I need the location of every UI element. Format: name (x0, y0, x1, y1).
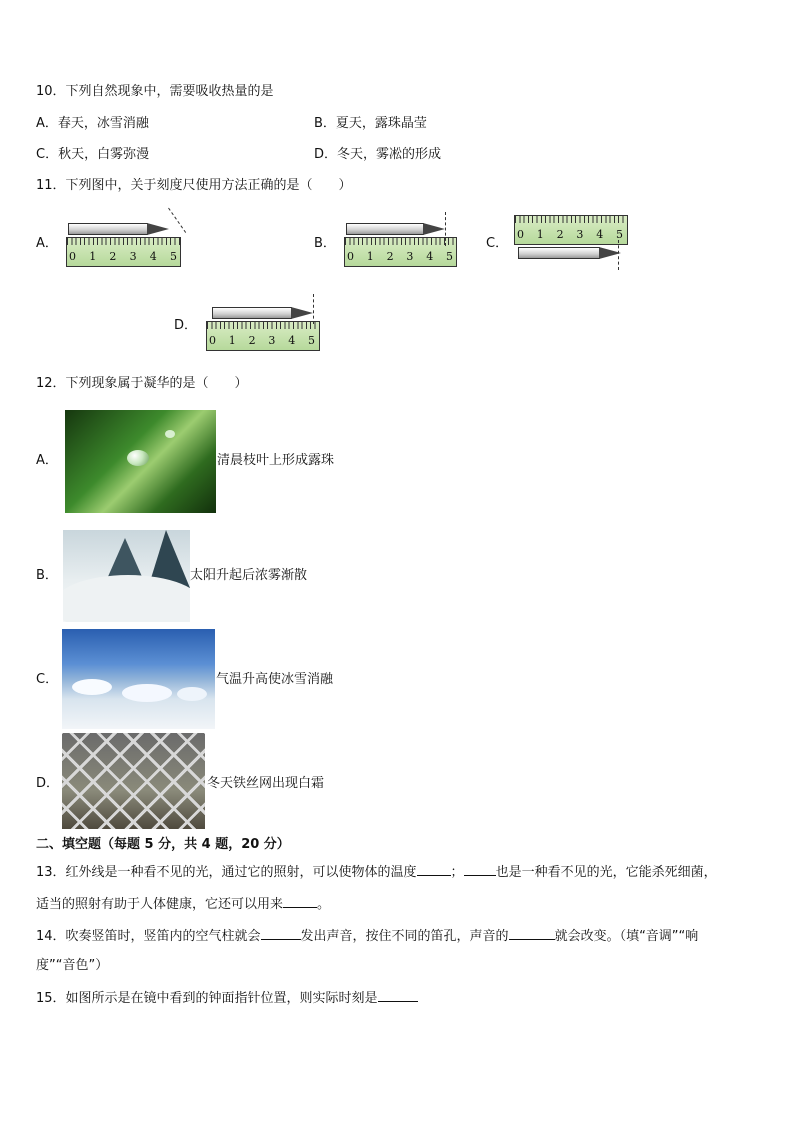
q11-option-d-label[interactable]: D． (174, 318, 198, 333)
ruler-numbers: 0 1 2 3 4 5 (517, 228, 623, 241)
section-heading: 二、填空题（每题 5 分，共 4 题，20 分） (36, 837, 290, 852)
dewdrop-leaves-image (65, 410, 216, 513)
q10-option-d[interactable]: D．冬天，雾凇的形成 (314, 147, 442, 162)
q13-line1: 13．红外线是一种看不见的光，通过它的照射，可以使物体的温度 ； 也是一种看不见的光，它能杀死细菌， (36, 865, 717, 880)
q10-option-a[interactable]: A．春天，冰雪消融 (36, 116, 149, 131)
pencil (68, 223, 148, 235)
q12-option-d-label[interactable]: D． (36, 776, 60, 791)
q13-line2: 适当的照射有助于人体健康，它还可以用来 。 (36, 897, 331, 912)
answer-blank[interactable] (509, 927, 555, 940)
q10-option-b[interactable]: B．夏天，露珠晶莹 (314, 116, 427, 131)
q12-option-a-label[interactable]: A． (36, 453, 58, 468)
q15-line: 15．如图所示是在镜中看到的钟面指针位置，则实际时刻是 (36, 989, 418, 1007)
answer-blank[interactable] (283, 895, 317, 908)
q11-option-b-label[interactable]: B． (314, 236, 336, 251)
pencil-tip (291, 307, 313, 319)
dashed-guide-line (618, 240, 619, 270)
ruler-numbers: 0 1 2 3 4 5 (69, 250, 177, 263)
dashed-guide-line (445, 212, 446, 246)
answer-blank[interactable] (378, 989, 418, 1002)
frost-wire-fence-image (62, 733, 205, 829)
ruler (514, 215, 628, 245)
answer-blank[interactable] (417, 863, 451, 876)
ruler-numbers: 0 1 2 3 4 5 (347, 250, 453, 263)
q12-option-c-caption: 气温升高使冰雪消融 (216, 672, 334, 687)
q12-stem: 12．下列现象属于凝华的是（ ） (36, 376, 248, 391)
q12-option-c-label[interactable]: C． (36, 672, 59, 687)
q12-option-b-caption: 太阳升起后浓雾渐散 (190, 568, 308, 583)
answer-blank[interactable] (464, 863, 496, 876)
q10-stem: 10．下列自然现象中，需要吸收热量的是 (36, 84, 274, 99)
q14-line2: 度”“音色”） (36, 958, 109, 973)
ruler (344, 237, 457, 267)
pencil (518, 247, 600, 259)
fog-mountain-image (63, 530, 190, 622)
pencil (212, 307, 292, 319)
q10-option-c[interactable]: C．秋天，白雾弥漫 (36, 147, 150, 162)
pencil-tip (423, 223, 445, 235)
melting-snow-image (62, 629, 215, 729)
dashed-guide-line (168, 208, 186, 233)
q11-option-c-label[interactable]: C． (486, 236, 509, 251)
q11-option-a-label[interactable]: A． (36, 236, 58, 251)
ruler (206, 321, 320, 351)
pencil-tip (147, 223, 169, 235)
dashed-guide-line (313, 294, 314, 324)
ruler (66, 237, 181, 267)
ruler-numbers: 0 1 2 3 4 5 (209, 334, 315, 347)
pencil (346, 223, 424, 235)
q12-option-d-caption: 冬天铁丝网出现白霜 (207, 776, 325, 791)
q14-line1: 14．吹奏竖笛时，竖笛内的空气柱就会 发出声音，按住不同的笛孔，声音的 就会改变。（填“音调”“响 (36, 929, 699, 944)
q12-option-b-label[interactable]: B． (36, 568, 58, 583)
q11-stem: 11．下列图中，关于刻度尺使用方法正确的是（ ） (36, 178, 352, 193)
answer-blank[interactable] (261, 927, 301, 940)
q12-option-a-caption: 清晨枝叶上形成露珠 (217, 453, 335, 468)
